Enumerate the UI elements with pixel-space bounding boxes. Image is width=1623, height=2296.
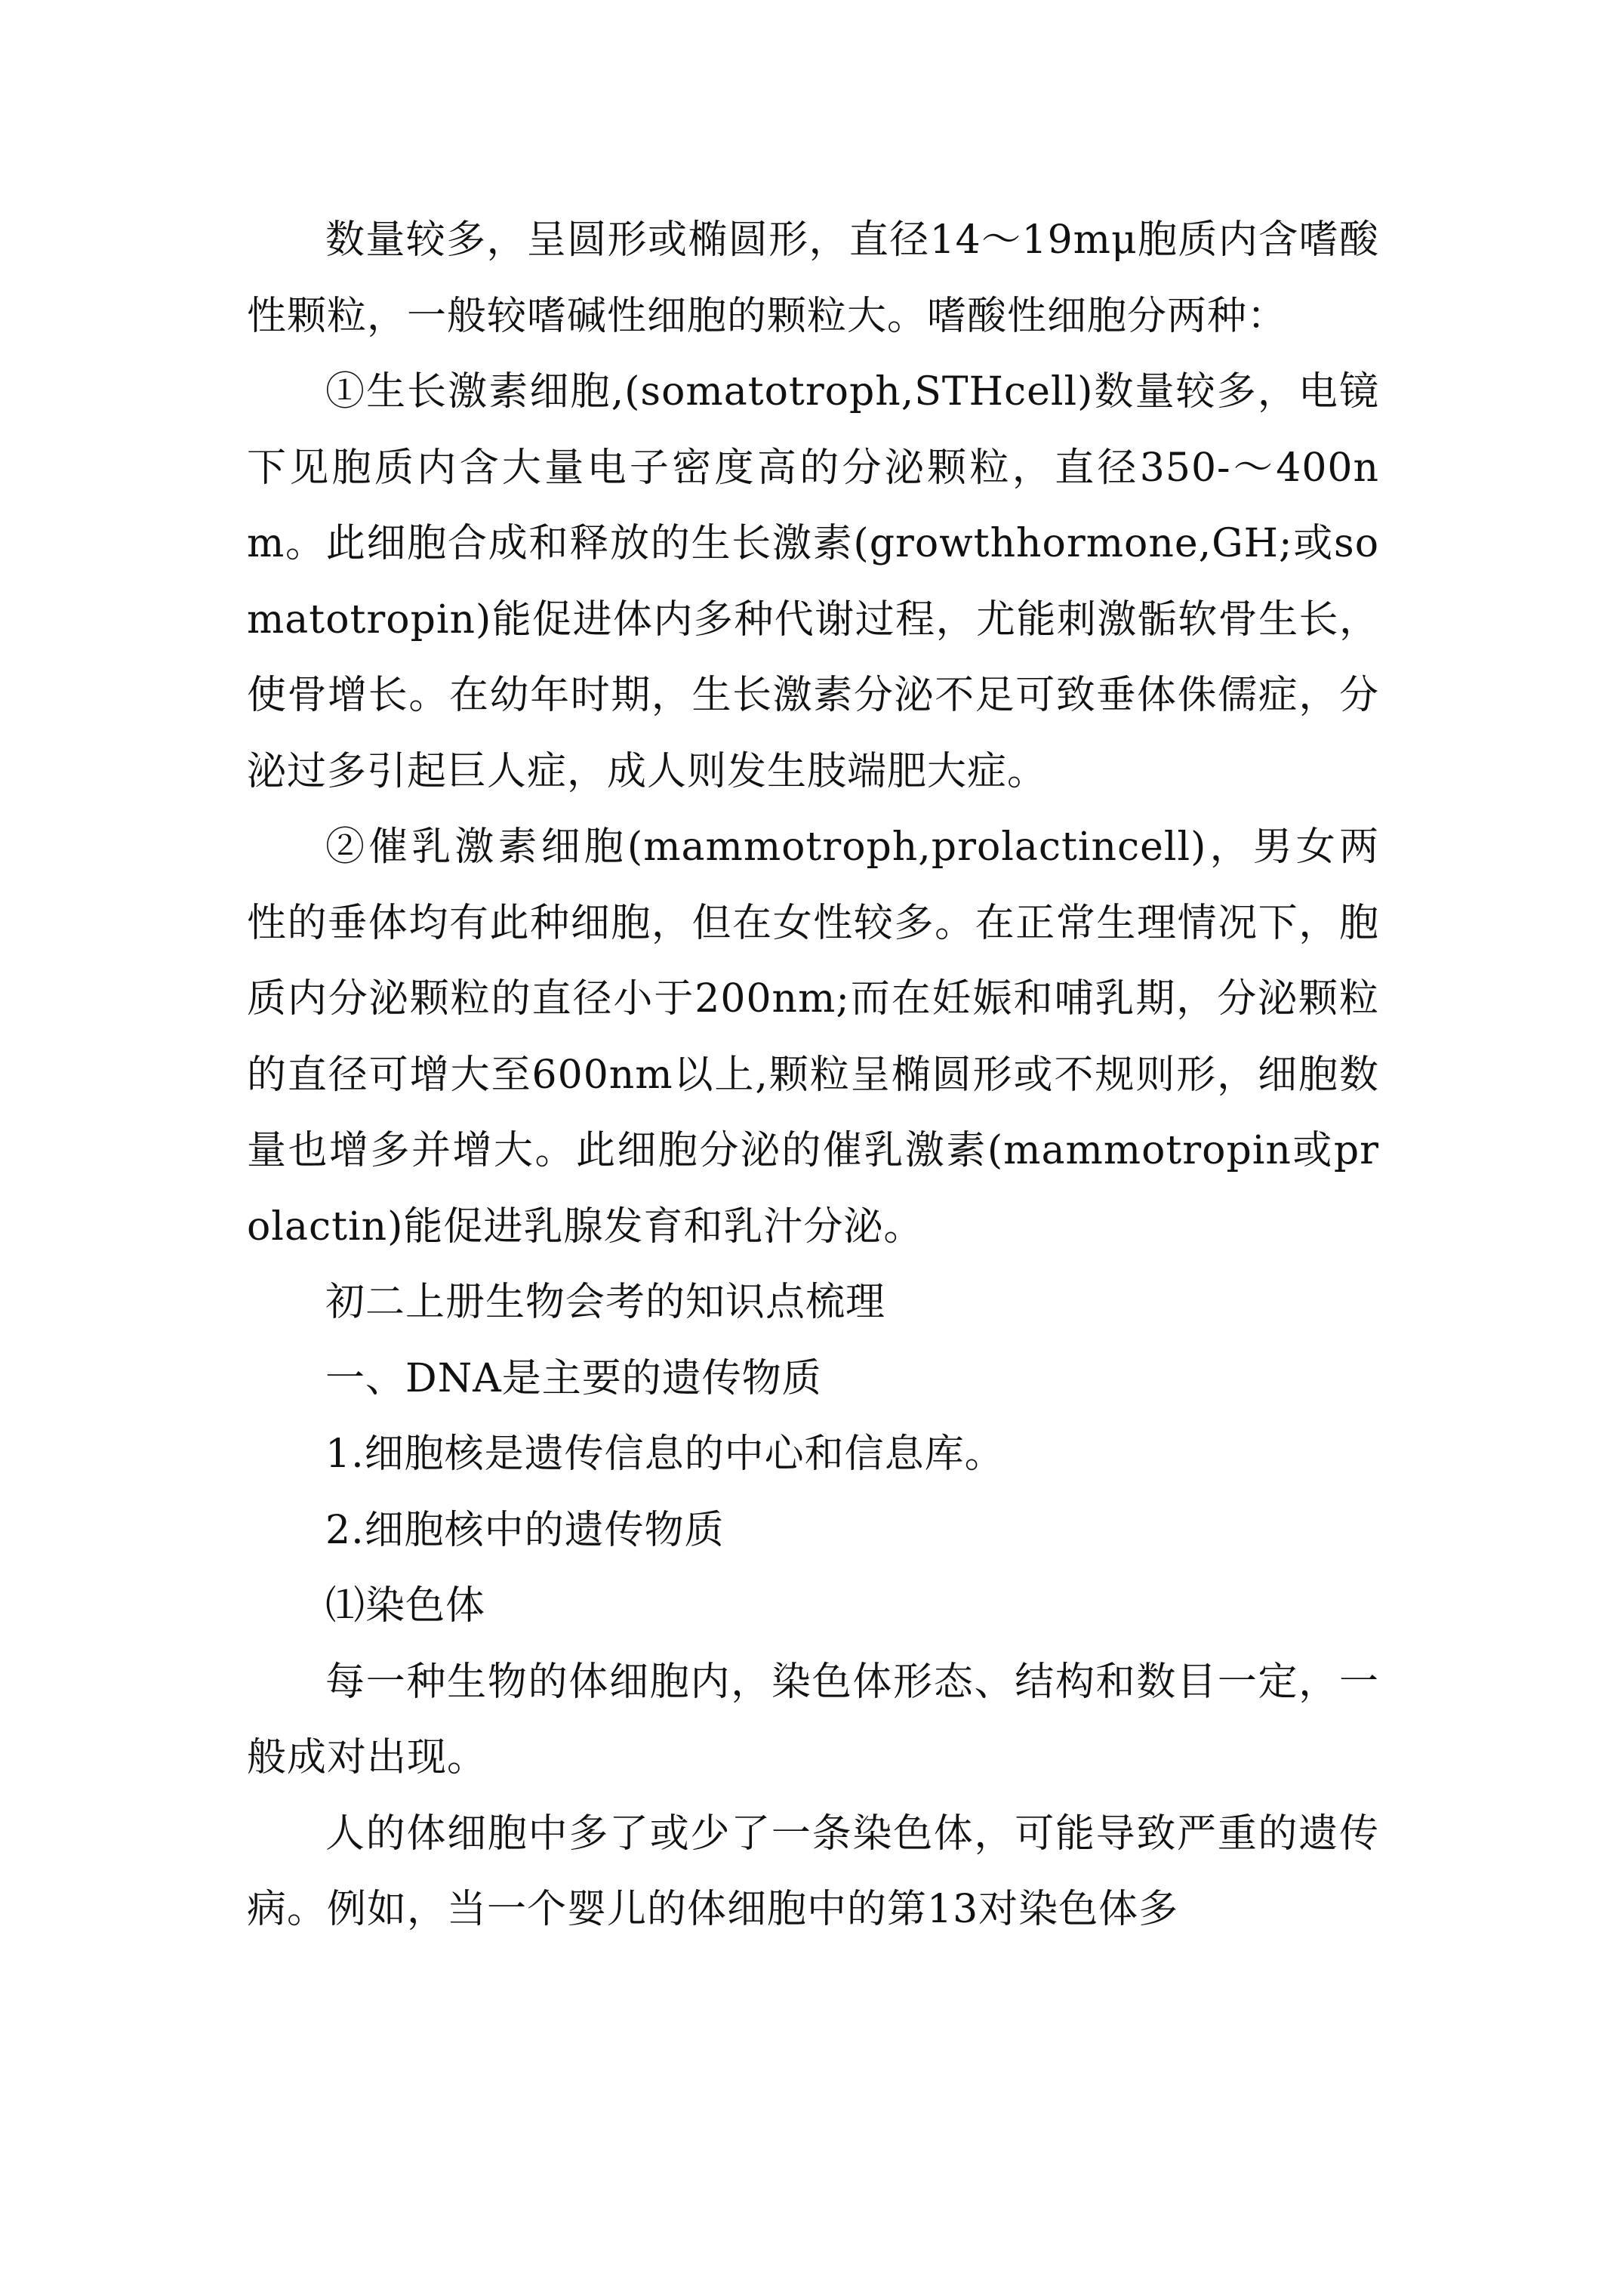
- subheading-chromosome: ⑴染色体: [325, 1583, 486, 1629]
- paragraph-somatotroph: ①生长激素细胞,(somatotroph,STHcell)数量较多，电镜下见胞质内含大量电子密度高的分泌颗粒，直径350-～400nm。此细胞合成和释放的生长激素(growthhormone,GH;或somatotropin)能促进体内多种代谢过程，尤能刺激骺软骨生长，使骨增长。在幼年时期，生长激素分泌不足可致垂体侏儒症，分泌过多引起巨人症，成人则发生肢端肥大症。: [247, 369, 1379, 794]
- paragraph-eosinophil-intro: 数量较多，呈圆形或椭圆形，直径14～19mμ胞质内含嗜酸性颗粒，一般较嗜碱性细胞的颗粒大。嗜酸性细胞分两种：: [247, 217, 1379, 339]
- paragraph-mammotroph: ②催乳激素细胞(mammotroph,prolactincell)，男女两性的垂体均有此种细胞，但在女性较多。在正常生理情况下，胞质内分泌颗粒的直径小于200nm;而在妊娠和哺乳期，分泌颗粒的直径可增大至600nm以上,颗粒呈椭圆形或不规则形，细胞数量也增多并增大。此细胞分泌的催乳激素(mammotropin或prolactin)能促进乳腺发育和乳汁分泌。: [247, 824, 1379, 1250]
- section-heading-dna: 一、DNA是主要的遗传物质: [325, 1355, 822, 1401]
- list-item-nucleus-center: 1.细胞核是遗传信息的中心和信息库。: [325, 1432, 1005, 1477]
- paragraph-chromosome-disease: 人的体细胞中多了或少了一条染色体，可能导致严重的遗传病。例如，当一个婴儿的体细胞中的第13对染色体多: [247, 1811, 1379, 1932]
- document-body: [247, 202, 1379, 1948]
- list-item-nucleus-material: 2.细胞核中的遗传物质: [325, 1507, 725, 1553]
- section-title: 初二上册生物会考的知识点梳理: [325, 1280, 886, 1325]
- paragraph-chromosome-pairs: 每一种生物的体细胞内，染色体形态、结构和数目一定，一般成对出现。: [247, 1659, 1379, 1780]
